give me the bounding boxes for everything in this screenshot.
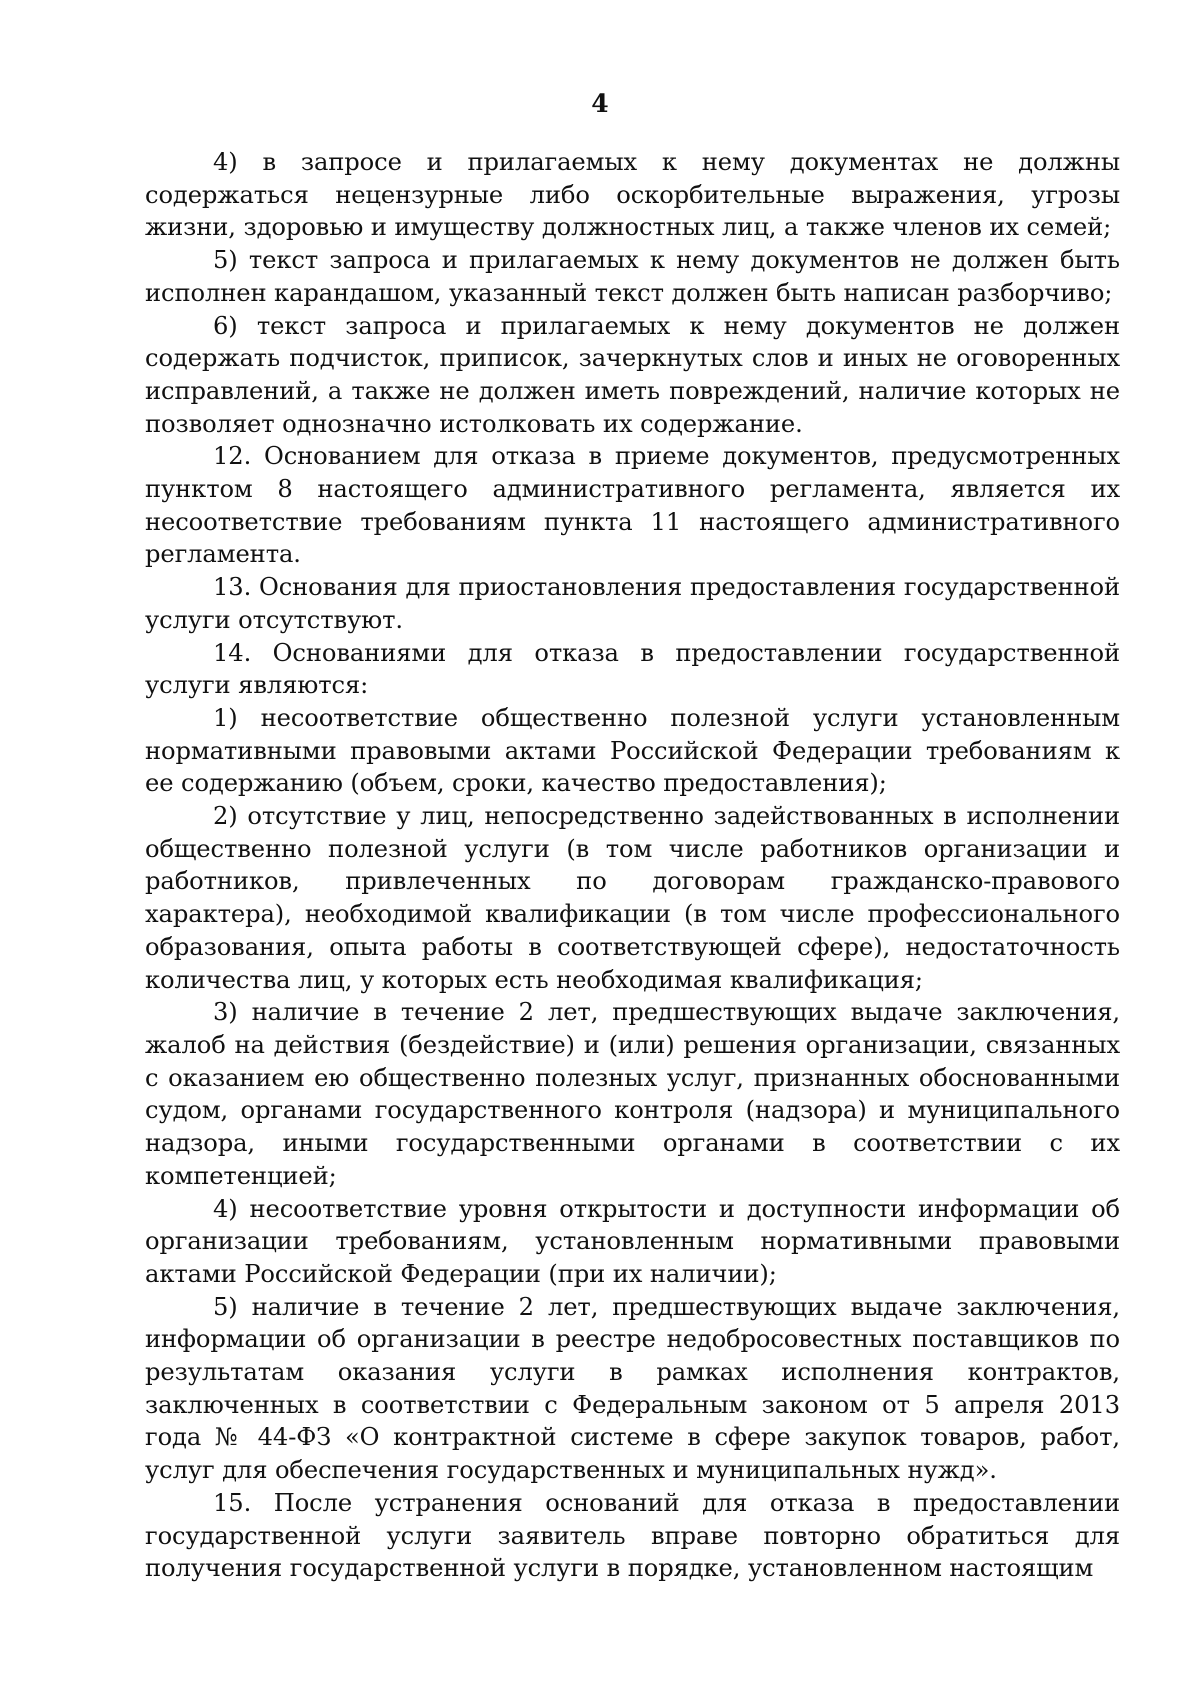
- document-body: [145, 146, 1120, 1585]
- paragraph-section-13: 13. Основания для приостановления предоставления государственной услуги отсутствуют.: [145, 573, 1120, 634]
- paragraph-14-item-2: 2) отсутствие у лиц, непосредственно задействованных в исполнении общественно полезной услуги (в том числе работников организации и работников, привлеченных по договорам гражданско-правового характера), необходимой квалификации (в том числе профессионального образования, опыта работы в соответствующей сфере), недостаточность количества лиц, у которых есть необходимая квалификация;: [145, 802, 1120, 994]
- paragraph-14-item-4: 4) несоответствие уровня открытости и доступности информации об организации требованиям, установленным нормативными правовыми актами Российской Федерации (при их наличии);: [145, 1194, 1120, 1288]
- paragraph-14-item-1: 1) несоответствие общественно полезной услуги установленным нормативными правовыми актами Российской Федерации требованиям к ее содержанию (объем, сроки, качество предоставления);: [145, 703, 1120, 798]
- page-number: 4: [591, 89, 609, 118]
- paragraph-14-item-5: 5) наличие в течение 2 лет, предшествующих выдаче заключения, информации об организации в реестре недобросовестных поставщиков по результатам оказания услуги в рамках исполнения контрактов, заключенных в соответствии с Федеральным законом от 5 апреля 2013 года № 44-ФЗ «О контрактной системе в сфере закупок товаров, работ, услуг для обеспечения государственных и муниципальных нужд».: [145, 1292, 1120, 1485]
- paragraph-item-4: 4) в запросе и прилагаемых к нему документах не должны содержаться нецензурные либо оскорбительные выражения, угрозы жизни, здоровью и имуществу должностных лиц, а также членов их семей;: [145, 148, 1120, 242]
- paragraph-item-5: 5) текст запроса и прилагаемых к нему документов не должен быть исполнен карандашом, указанный текст должен быть написан разборчиво;: [145, 246, 1120, 307]
- paragraph-item-6: 6) текст запроса и прилагаемых к нему документов не должен содержать подчисток, приписок, зачеркнутых слов и иных не оговоренных исправлений, а также не должен иметь повреждений, наличие которых не позволяет однозначно истолковать их содержание.: [145, 311, 1120, 438]
- paragraph-14-item-3: 3) наличие в течение 2 лет, предшествующих выдаче заключения, жалоб на действия (бездействие) и (или) решения организации, связанных с оказанием ею общественно полезных услуг, признанных обоснованными судом, органами государственного контроля (надзора) и муниципального надзора, иными государственными органами в соответствии с их компетенцией;: [145, 998, 1120, 1190]
- paragraph-section-15: 15. После устранения оснований для отказа в предоставлении государственной услуги заявитель вправе повторно обратиться для получения государственной услуги в порядке, установленном настоящим: [145, 1488, 1120, 1583]
- paragraph-section-14: 14. Основаниями для отказа в предоставлении государственной услуги являются:: [145, 638, 1120, 700]
- paragraph-section-12: 12. Основанием для отказа в приеме документов, предусмотренных пунктом 8 настоящего административного регламента, является их несоответствие требованиям пункта 11 настоящего административного регламента.: [145, 442, 1120, 569]
